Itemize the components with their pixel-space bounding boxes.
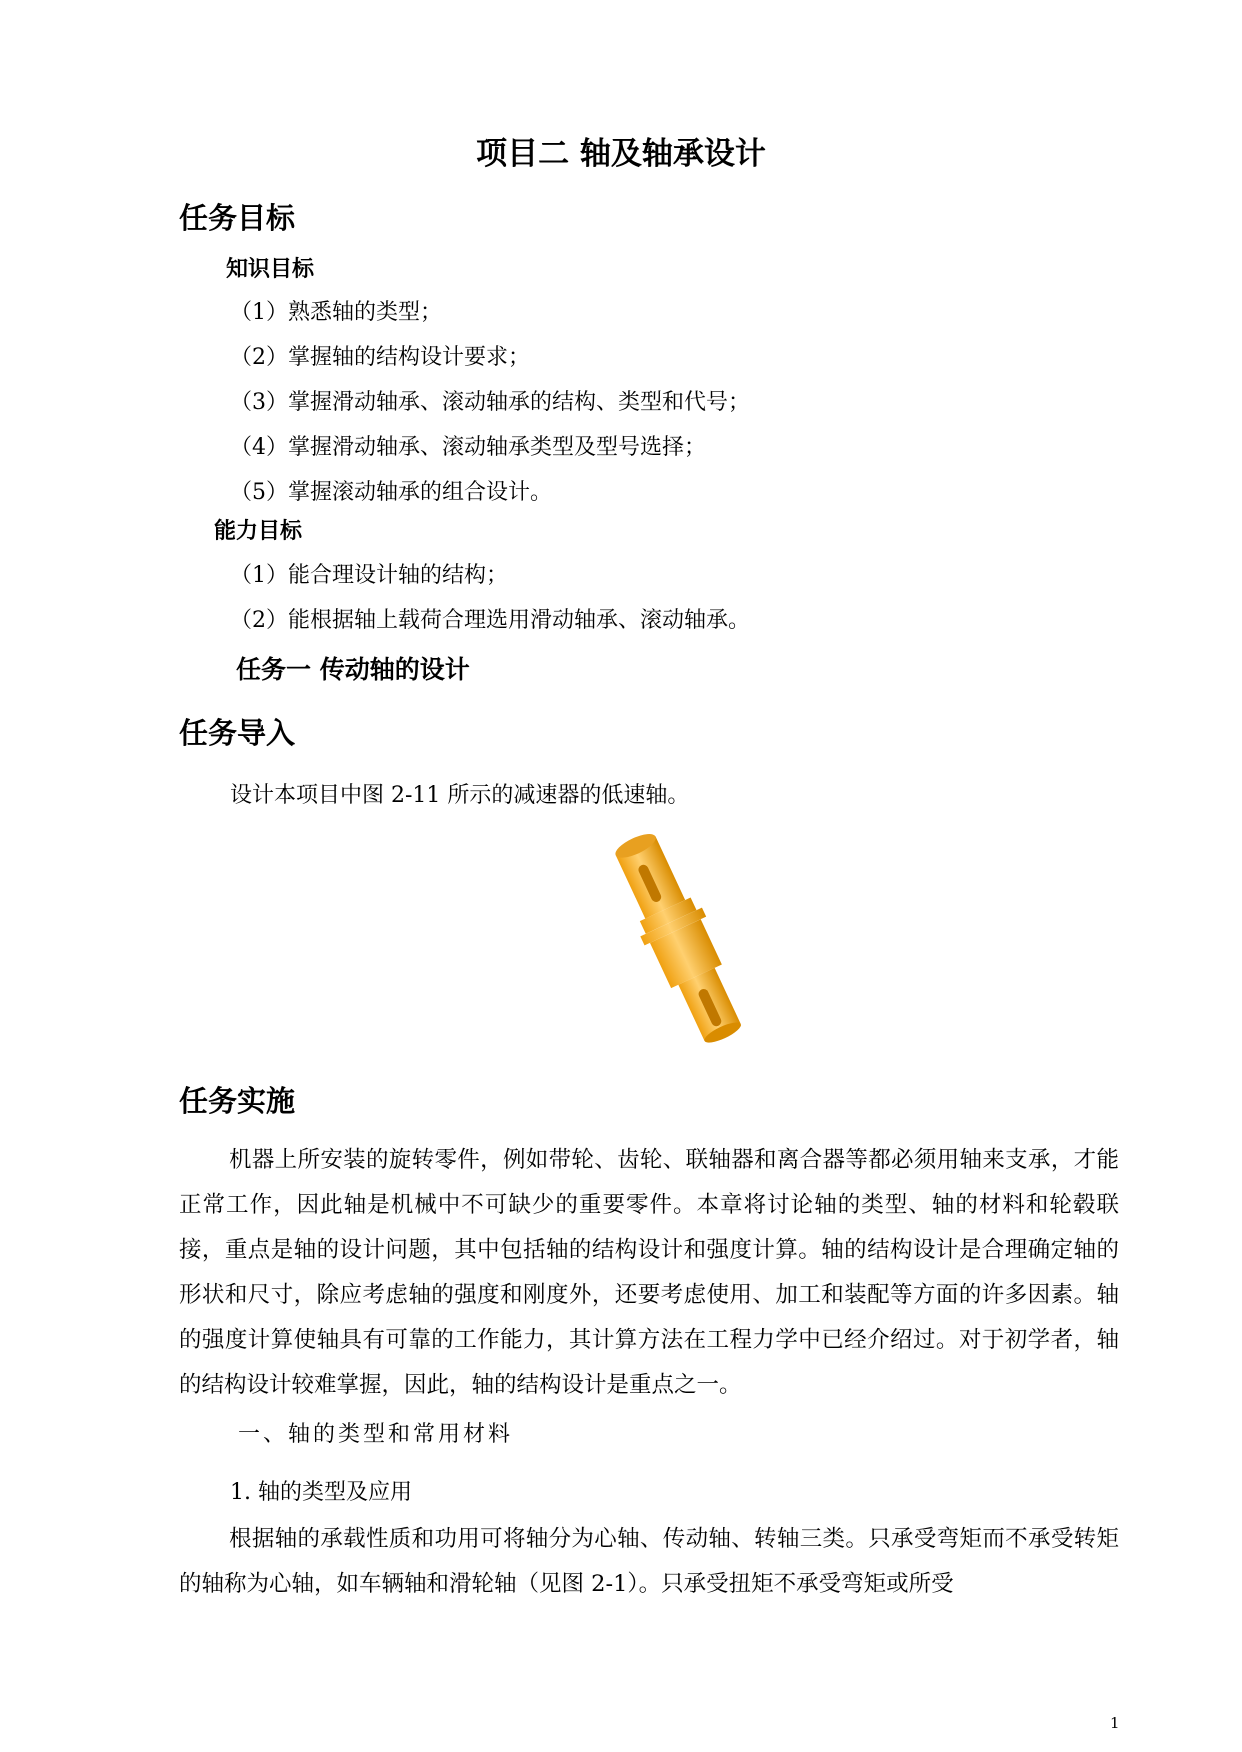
shaft-3d-model-icon [590, 826, 770, 1056]
list-item: （5）掌握滚动轴承的组合设计。 [230, 480, 552, 505]
intro-text: 设计本项目中图 2-11 所示的减速器的低速轴。 [230, 783, 690, 808]
list-item: （4）掌握滑动轴承、滚动轴承类型及型号选择； [230, 435, 706, 460]
task-one-heading: 任务一 传动轴的设计 [236, 655, 470, 684]
paragraph-text: 机器上所安装的旋转零件，例如带轮、齿轮、联轴器和离合器等都必须用轴来支承，才能正常工作，因此轴是机械中不可缺少的重要零件。本章将讨论轴的类型、轴的材料和轮毂联接，重点是轴的设计问题，其中包括轴的结构设计和强度计算。轴的结构设计是合理确定轴的形状和尺寸，除应考虑轴的强度和刚度外，还要考虑使用、加工和装配等方面的许多因素。轴的强度计算使轴具有可靠的工作能力，其计算方法在工程力学中已经介绍过。对于初学者，轴的结构设计较难掌握，因此，轴的结构设计是重点之一。 [179, 1147, 1119, 1398]
paragraph-text: 根据轴的承载性质和功用可将轴分为心轴、传动轴、转轴三类。只承受弯矩而不承受转矩的轴称为心轴，如车辆轴和滑轮轴（见图 2-1）。只承受扭矩不承受弯矩或所受 [179, 1526, 1119, 1597]
list-item: （1）熟悉轴的类型； [230, 300, 442, 325]
page-title: 项目二 轴及轴承设计 [476, 136, 766, 172]
list-item: （3）掌握滑动轴承、滚动轴承的结构、类型和代号； [230, 390, 750, 415]
list-item: （2）能根据轴上载荷合理选用滑动轴承、滚动轴承。 [230, 608, 750, 633]
ability-objectives-heading: 能力目标 [214, 519, 303, 544]
section-heading: 一、轴的类型和常用材料 [238, 1422, 514, 1447]
implementation-paragraph [179, 1138, 1119, 1408]
page-number: 1 [1110, 1714, 1120, 1732]
types-paragraph [179, 1517, 1119, 1607]
subsection-heading: 1. 轴的类型及应用 [230, 1480, 412, 1505]
heading-task-intro: 任务导入 [179, 716, 296, 750]
list-item: （1）能合理设计轴的结构； [230, 563, 508, 588]
heading-task-objectives: 任务目标 [179, 201, 296, 235]
heading-task-implementation: 任务实施 [179, 1084, 296, 1118]
knowledge-objectives-heading: 知识目标 [226, 257, 315, 282]
list-item: （2）掌握轴的结构设计要求； [230, 345, 530, 370]
